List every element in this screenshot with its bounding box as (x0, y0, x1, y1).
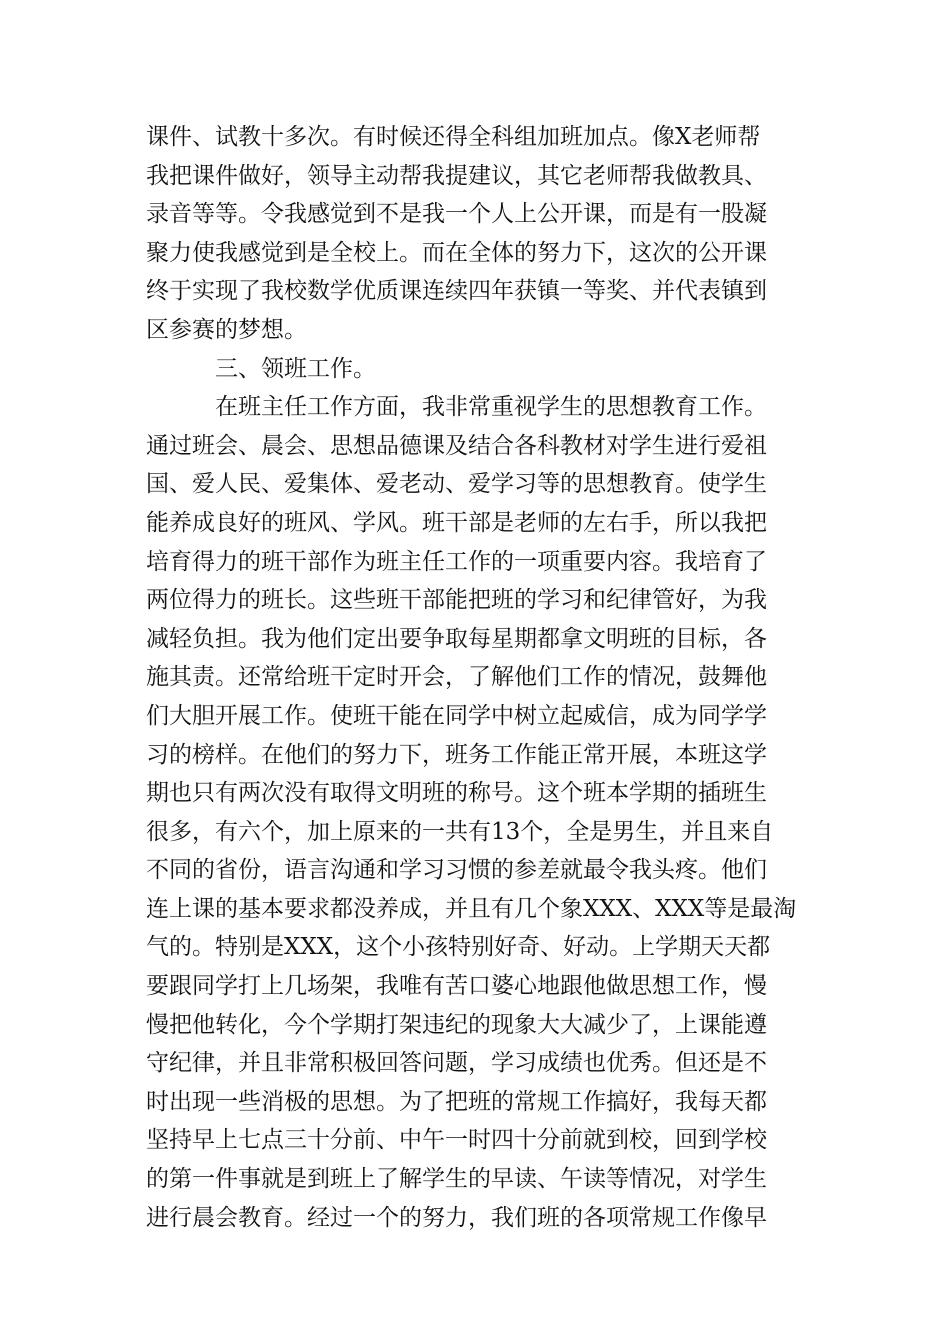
text-line: 能养成良好的班风、学风。班干部是老师的左右手，所以我把 (146, 509, 767, 536)
document-body (146, 118, 806, 1237)
paragraph-start-line: 在班主任工作方面，我非常重视学生的思想教育工作。 (215, 394, 767, 421)
text-line: 聚力使我感觉到是全校上。而在全体的努力下，这次的公开课 (146, 239, 767, 266)
text-line: 坚持早上七点三十分前、中午一时四十分前就到校，回到学校 (146, 1127, 767, 1154)
text-line: 期也只有两次没有取得文明班的称号。这个班本学期的插班生 (146, 780, 767, 807)
text-line: 进行晨会教育。经过一个的努力，我们班的各项常规工作像早 (146, 1204, 767, 1231)
text-line: 气的。特别是XXX，这个小孩特别好奇、好动。上学期天天都 (146, 934, 771, 961)
text-line: 终于实现了我校数学优质课连续四年获镇一等奖、并代表镇到 (146, 278, 767, 305)
text-line: 我把课件做好，领导主动帮我提建议，其它老师帮我做教具、 (146, 162, 767, 189)
text-line: 不同的省份，语言沟通和学习习惯的参差就最令我头疼。他们 (146, 857, 767, 884)
text-line: 录音等等。令我感觉到不是我一个人上公开课，而是有一股凝 (146, 201, 767, 228)
text-line: 慢把他转化，今个学期打架违纪的现象大大减少了，上课能遵 (146, 1011, 767, 1038)
text-line: 施其责。还常给班干定时开会，了解他们工作的情况，鼓舞他 (146, 664, 767, 691)
text-line: 通过班会、晨会、思想品德课及结合各科教材对学生进行爱祖 (146, 432, 767, 459)
text-line: 要跟同学打上几场架，我唯有苦口婆心地跟他做思想工作，慢 (146, 973, 767, 1000)
text-line: 课件、试教十多次。有时候还得全科组加班加点。像X老师帮 (146, 124, 761, 150)
text-line: 的第一件事就是到班上了解学生的早读、午读等情况，对学生 (146, 1166, 767, 1193)
text-line: 连上课的基本要求都没养成，并且有几个象XXX、XXX等是最淘 (146, 895, 797, 922)
text-line: 时出现一些消极的思想。为了把班的常规工作搞好，我每天都 (146, 1088, 767, 1115)
text-line: 很多，有六个，加上原来的一共有13个，全是男生，并且来自 (146, 818, 774, 845)
text-line: 培育得力的班干部作为班主任工作的一项重要内容。我培育了 (146, 548, 767, 575)
text-line: 减轻负担。我为他们定出要争取每星期都拿文明班的目标，各 (146, 625, 767, 652)
section-heading: 三、领班工作。 (215, 355, 376, 382)
text-line: 国、爱人民、爱集体、爱老动、爱学习等的思想教育。使学生 (146, 471, 767, 498)
text-line: 两位得力的班长。这些班干部能把班的学习和纪律管好，为我 (146, 587, 767, 614)
text-line: 们大胆开展工作。使班干能在同学中树立起威信，成为同学学 (146, 702, 767, 729)
text-line: 区参赛的梦想。 (146, 316, 307, 343)
text-line: 守纪律，并且非常积极回答问题，学习成绩也优秀。但还是不 (146, 1050, 767, 1077)
text-line: 习的榜样。在他们的努力下，班务工作能正常开展，本班这学 (146, 741, 767, 768)
